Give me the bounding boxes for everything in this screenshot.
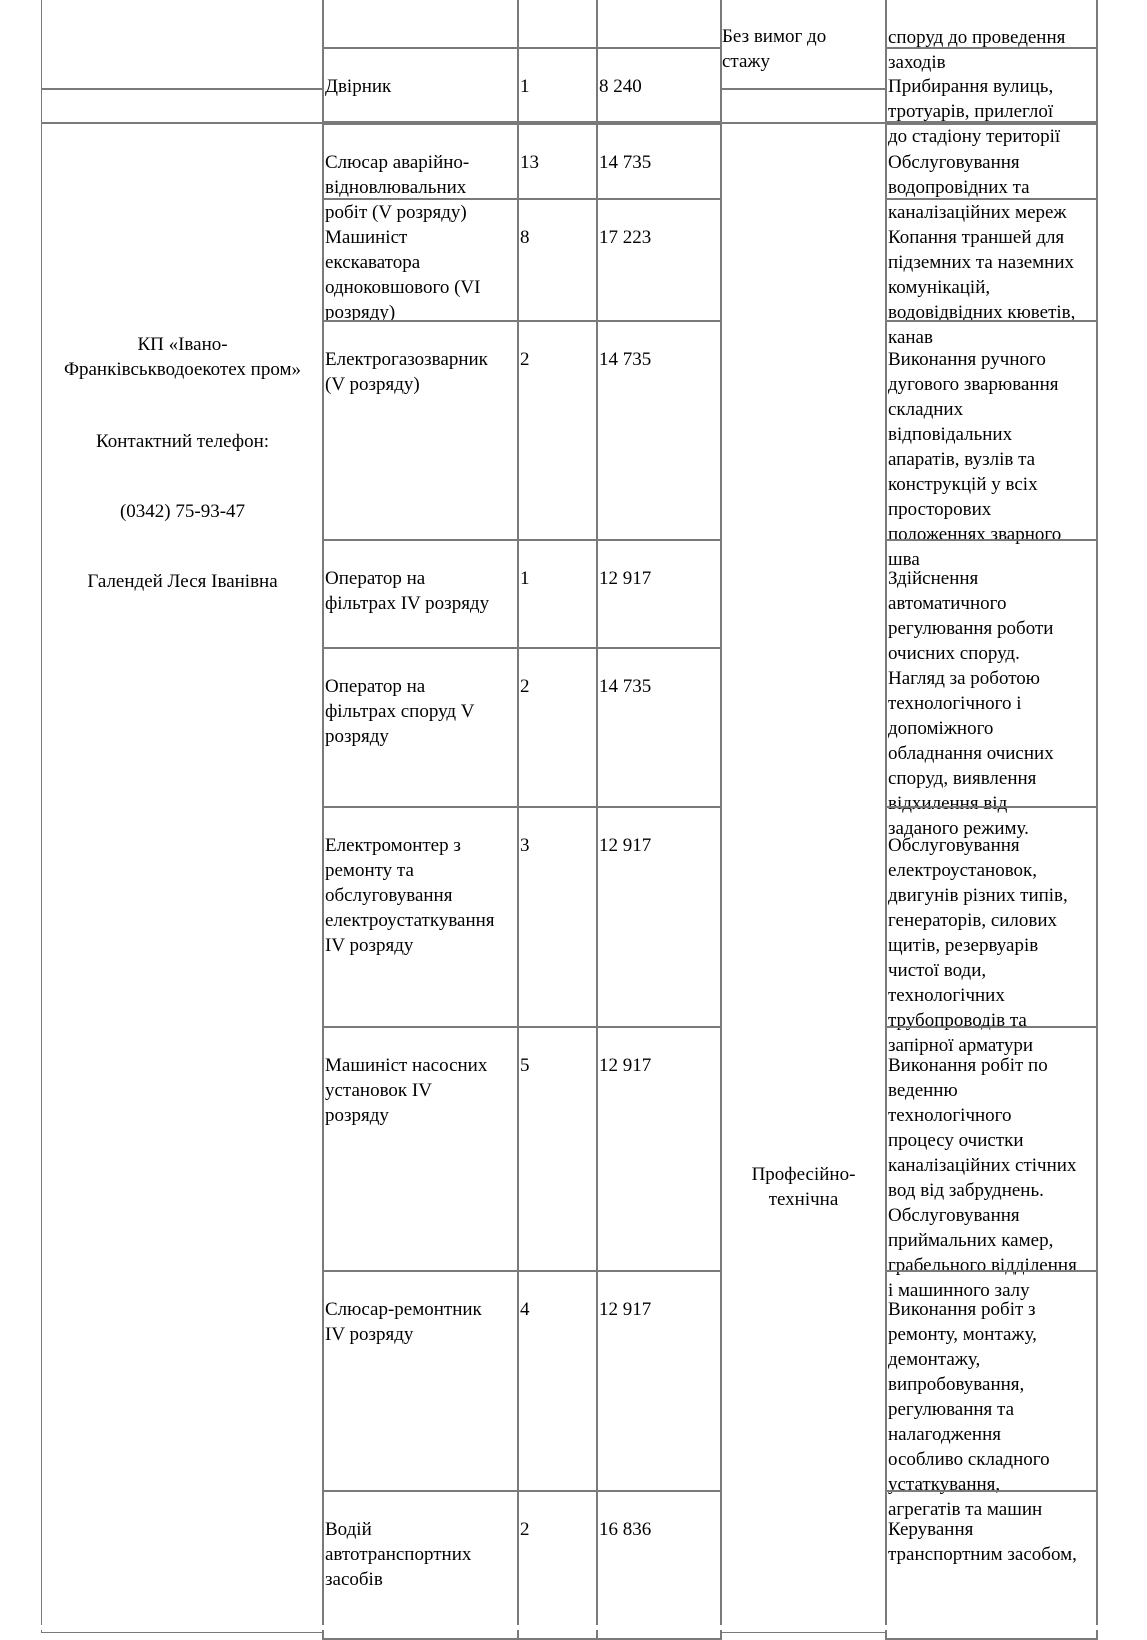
education-cell bbox=[720, 123, 887, 1633]
position-cell bbox=[322, 1270, 519, 1492]
count-text: 2 bbox=[520, 1519, 530, 1540]
empty-salary-cell bbox=[596, 0, 722, 49]
duties-text: Обслуговування водопровідних та каналізаційних мереж bbox=[888, 152, 1067, 223]
count-text: 13 bbox=[520, 152, 539, 173]
count-text: 2 bbox=[520, 349, 530, 370]
count-cell bbox=[517, 123, 598, 200]
count-cell bbox=[517, 198, 598, 322]
salary-text: 14 735 bbox=[599, 349, 652, 370]
blank-experience-strip bbox=[720, 88, 887, 123]
position-cell bbox=[322, 1490, 519, 1640]
duties-cell bbox=[885, 1270, 1098, 1520]
education-text: Професійно- технічна bbox=[751, 1164, 856, 1210]
duties-text: Прибирання вулиць, тротуарів, прилеглої до стадіону території bbox=[888, 76, 1061, 147]
position-cell bbox=[322, 647, 519, 808]
salary-text: 14 735 bbox=[599, 676, 652, 697]
org-info bbox=[46, 307, 319, 619]
experience-cell bbox=[720, 0, 887, 90]
duties-cell bbox=[885, 123, 1098, 223]
org-cell-previous bbox=[41, 0, 324, 90]
duties-cell-dvirnyk bbox=[885, 47, 1098, 147]
position-text: Слюсар-ремонтник IV розряду bbox=[325, 1299, 482, 1345]
duties-cell bbox=[885, 198, 1098, 348]
empty-count-cell bbox=[517, 0, 598, 49]
empty-position-cell bbox=[322, 0, 519, 49]
position-cell bbox=[322, 123, 519, 223]
salary-cell bbox=[596, 539, 722, 649]
count-cell bbox=[517, 539, 598, 649]
salary-text: 12 917 bbox=[599, 568, 652, 589]
phone-label: Контактний телефон: bbox=[95, 431, 270, 452]
position-cell bbox=[322, 198, 519, 322]
org-name: КП «Івано- Франківськводоекотех пром» bbox=[63, 334, 302, 380]
position-cell bbox=[322, 806, 519, 1028]
salary-cell bbox=[596, 320, 722, 541]
duties-cell bbox=[885, 320, 1098, 570]
experience-text: Без вимог до стажу bbox=[722, 26, 827, 72]
org-cell bbox=[41, 123, 324, 1633]
duties-cell bbox=[885, 806, 1098, 1056]
duties-cell bbox=[885, 539, 1098, 839]
count-text: 2 bbox=[520, 676, 530, 697]
duty-tail-text: споруд до проведення заходів bbox=[888, 27, 1066, 73]
duties-text: Виконання ручного дугового зварювання складних відповідальних апаратів, вузлів та конструкцій у всіх просторових положеннях зварного шва bbox=[888, 349, 1062, 570]
count-cell bbox=[517, 1026, 598, 1272]
salary-text: 12 917 bbox=[599, 1299, 652, 1320]
count-text: 8 bbox=[520, 227, 530, 248]
position-text: Двірник bbox=[325, 76, 392, 97]
page-bottom-edge bbox=[0, 1625, 1147, 1630]
position-cell bbox=[322, 539, 519, 649]
position-text: Машиніст насосних установок IV розряду bbox=[325, 1055, 488, 1126]
blank-org-strip bbox=[41, 88, 324, 123]
position-cell bbox=[322, 1026, 519, 1272]
position-cell-dvirnyk bbox=[322, 47, 519, 123]
count-cell bbox=[517, 320, 598, 541]
position-text: Електрогазозварник (V розряду) bbox=[325, 349, 488, 395]
salary-text: 12 917 bbox=[599, 835, 652, 856]
count-text: 1 bbox=[520, 76, 530, 97]
duties-text: Копання траншей для підземних та наземних комунікацій, водовідвідних кюветів, канав bbox=[888, 227, 1076, 348]
salary-cell bbox=[596, 806, 722, 1028]
position-text: Оператор на фільтрах споруд V розряду bbox=[325, 676, 475, 747]
salary-text: 14 735 bbox=[599, 152, 652, 173]
salary-cell bbox=[596, 647, 722, 808]
contact-person: Галендей Леся Іванівна bbox=[87, 571, 278, 592]
salary-cell-dvirnyk bbox=[596, 47, 722, 123]
salary-text: 16 836 bbox=[599, 1519, 652, 1540]
count-text: 3 bbox=[520, 835, 530, 856]
salary-cell bbox=[596, 1026, 722, 1272]
salary-text: 12 917 bbox=[599, 1055, 652, 1076]
phone-number: (0342) 75-93-47 bbox=[119, 501, 246, 522]
position-text: Слюсар аварійно- відновлювальних робіт (V розряду) bbox=[325, 152, 470, 223]
salary-cell bbox=[596, 123, 722, 200]
count-cell bbox=[517, 1490, 598, 1640]
duties-cell bbox=[885, 1026, 1098, 1301]
count-cell bbox=[517, 1270, 598, 1492]
duties-text: Здійснення автоматичного регулювання роботи очисних споруд. Нагляд за роботою технологічного і допоміжного обладнання очисних споруд, виявлення відхилення від заданого режиму. bbox=[888, 568, 1054, 839]
position-text: Електромонтер з ремонту та обслуговування електроустаткування IV розряду bbox=[325, 835, 495, 956]
duty-tail-cell bbox=[885, 0, 1098, 73]
duties-text: Обслуговування електроустановок, двигунів різних типів, генераторів, силових щитів, резервуарів чистої води, технологічних трубопроводів та запірної арматури bbox=[888, 835, 1068, 1056]
position-text: Водій автотранспортних засобів bbox=[325, 1519, 472, 1590]
salary-cell bbox=[596, 198, 722, 322]
count-cell bbox=[517, 647, 598, 808]
duties-text: Виконання робіт по веденню технологічного процесу очистки каналізаційних стічних вод від забруднень. Обслуговування приймальних камер, грабельного відділення і машинного залу bbox=[888, 1055, 1077, 1301]
salary-text: 17 223 bbox=[599, 227, 652, 248]
count-text: 1 bbox=[520, 568, 530, 589]
salary-text: 8 240 bbox=[599, 76, 642, 97]
duties-cell bbox=[885, 1490, 1098, 1640]
position-text: Оператор на фільтрах IV розряду bbox=[325, 568, 490, 614]
salary-cell bbox=[596, 1270, 722, 1492]
count-cell bbox=[517, 806, 598, 1028]
position-cell bbox=[322, 320, 519, 541]
salary-cell bbox=[596, 1490, 722, 1640]
duties-text: Керування транспортним засобом, bbox=[888, 1519, 1077, 1565]
count-cell-dvirnyk bbox=[517, 47, 598, 123]
count-text: 5 bbox=[520, 1055, 530, 1076]
duties-text: Виконання робіт з ремонту, монтажу, демонтажу, випробовування, регулювання та налагодження особливо складного устаткування, агрегатів та машин bbox=[888, 1299, 1050, 1520]
position-text: Машиніст екскаватора одноковшового (VI розряду) bbox=[325, 227, 481, 323]
count-text: 4 bbox=[520, 1299, 530, 1320]
